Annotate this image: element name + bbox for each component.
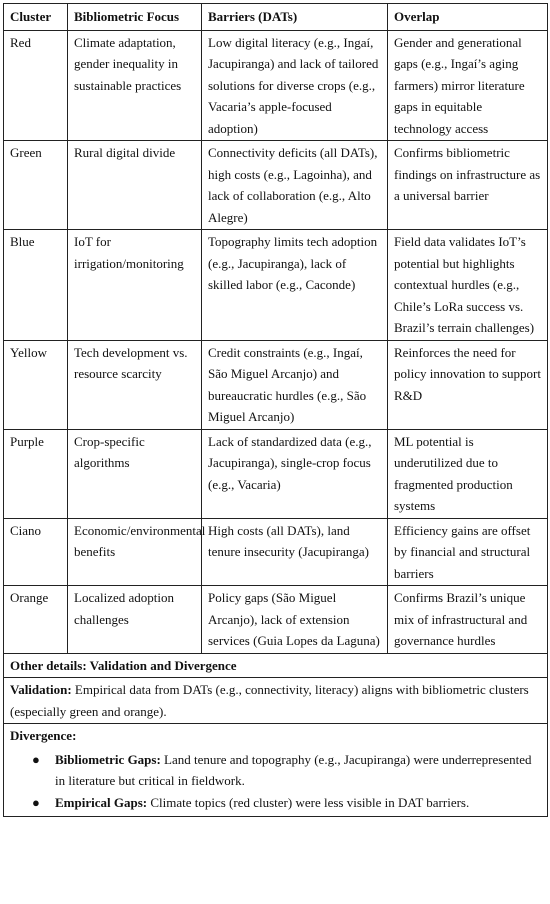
cell-barriers: Connectivity deficits (all DATs), high costs (e.g., Lagoinha), and lack of collaboration (e.g., Alto Alegre)	[202, 141, 388, 230]
validation-text: Empirical data from DATs (e.g., connectivity, literacy) aligns with bibliometric clusters (especially green and orange).	[10, 682, 529, 719]
validation-label: Validation:	[10, 682, 72, 697]
cell-cluster: Green	[4, 141, 68, 230]
table-row	[4, 30, 548, 141]
cell-overlap: ML potential is underutilized due to fragmented production systems	[388, 429, 548, 518]
divergence-item-label: Bibliometric Gaps:	[55, 751, 161, 767]
cell-overlap: Confirms Brazil’s unique mix of infrastructural and governance hurdles	[388, 586, 548, 654]
cell-overlap: Field data validates IoT’s potential but highlights contextual hurdles (e.g., Chile’s LoRa success vs. Brazil’s terrain challenges)	[388, 230, 548, 341]
header-cluster: Cluster	[4, 4, 68, 31]
cell-cluster: Purple	[4, 429, 68, 518]
cell-barriers: High costs (all DATs), land tenure insecurity (Jacupiranga)	[202, 518, 388, 586]
cell-focus: Rural digital divide	[68, 141, 202, 230]
cell-barriers: Low digital literacy (e.g., Ingaí, Jacupiranga) and lack of tailored solutions for diverse crops (e.g., Vacaria’s apple-focused adoption)	[202, 30, 388, 141]
other-details-heading	[4, 653, 548, 678]
cell-cluster: Red	[4, 30, 68, 141]
other-details-row	[4, 653, 548, 678]
cell-focus: Crop-specific algorithms	[68, 429, 202, 518]
header-bibliometric-focus: Bibliometric Focus	[68, 4, 202, 31]
cell-cluster: Orange	[4, 586, 68, 654]
cell-barriers: Policy gaps (São Miguel Arcanjo), lack of extension services (Guia Lopes da Laguna)	[202, 586, 388, 654]
divergence-item-text: Climate topics (red cluster) were less visible in DAT barriers.	[147, 794, 470, 810]
cell-barriers: Credit constraints (e.g., Ingaí, São Miguel Arcanjo) and bureaucratic hurdles (e.g., São Miguel Arcanjo)	[202, 340, 388, 429]
cell-overlap: Efficiency gains are offset by financial and structural barriers	[388, 518, 548, 586]
cell-overlap: Gender and generational gaps (e.g., Ingaí’s aging farmers) mirror literature gaps in equitable technology access	[388, 30, 548, 141]
table-row	[4, 141, 548, 230]
divergence-heading: Divergence:	[10, 728, 77, 743]
cell-focus: Tech development vs. resource scarcity	[68, 340, 202, 429]
cell-overlap: Reinforces the need for policy innovation to support R&D	[388, 340, 548, 429]
table-row	[4, 586, 548, 654]
validation-row	[4, 678, 548, 724]
divergence-note	[4, 724, 548, 817]
list-item	[10, 792, 541, 814]
divergence-item-label: Empirical Gaps:	[55, 794, 148, 810]
validation-note	[4, 678, 548, 724]
header-overlap: Overlap	[388, 4, 548, 31]
divergence-list	[10, 749, 541, 814]
cell-overlap: Confirms bibliometric findings on infrastructure as a universal barrier	[388, 141, 548, 230]
cell-focus: Economic/environmental benefits	[68, 518, 202, 586]
cell-focus: IoT for irrigation/monitoring	[68, 230, 202, 341]
bullet-icon: ●	[32, 751, 40, 767]
cell-cluster: Ciano	[4, 518, 68, 586]
other-details-heading-text: Other details: Validation and Divergence	[10, 657, 237, 673]
table-row	[4, 230, 548, 341]
cluster-comparison-table	[3, 3, 548, 817]
table-row	[4, 429, 548, 518]
cell-focus: Climate adaptation, gender inequality in sustainable practices	[68, 30, 202, 141]
cell-barriers: Topography limits tech adoption (e.g., Jacupiranga), lack of skilled labor (e.g., Caconde)	[202, 230, 388, 341]
header-barriers: Barriers (DATs)	[202, 4, 388, 31]
cell-cluster: Yellow	[4, 340, 68, 429]
list-item	[10, 749, 541, 792]
table-header-row	[4, 4, 548, 31]
cell-cluster: Blue	[4, 230, 68, 341]
table-row	[4, 518, 548, 586]
cell-barriers: Lack of standardized data (e.g., Jacupiranga), single-crop focus (e.g., Vacaria)	[202, 429, 388, 518]
cell-focus: Localized adoption challenges	[68, 586, 202, 654]
bullet-icon: ●	[32, 794, 40, 810]
divergence-item-text: Land tenure and topography (e.g., Jacupiranga) were underrepresented in literature but critical in fieldwork.	[55, 751, 532, 788]
table-row	[4, 340, 548, 429]
divergence-row	[4, 724, 548, 817]
